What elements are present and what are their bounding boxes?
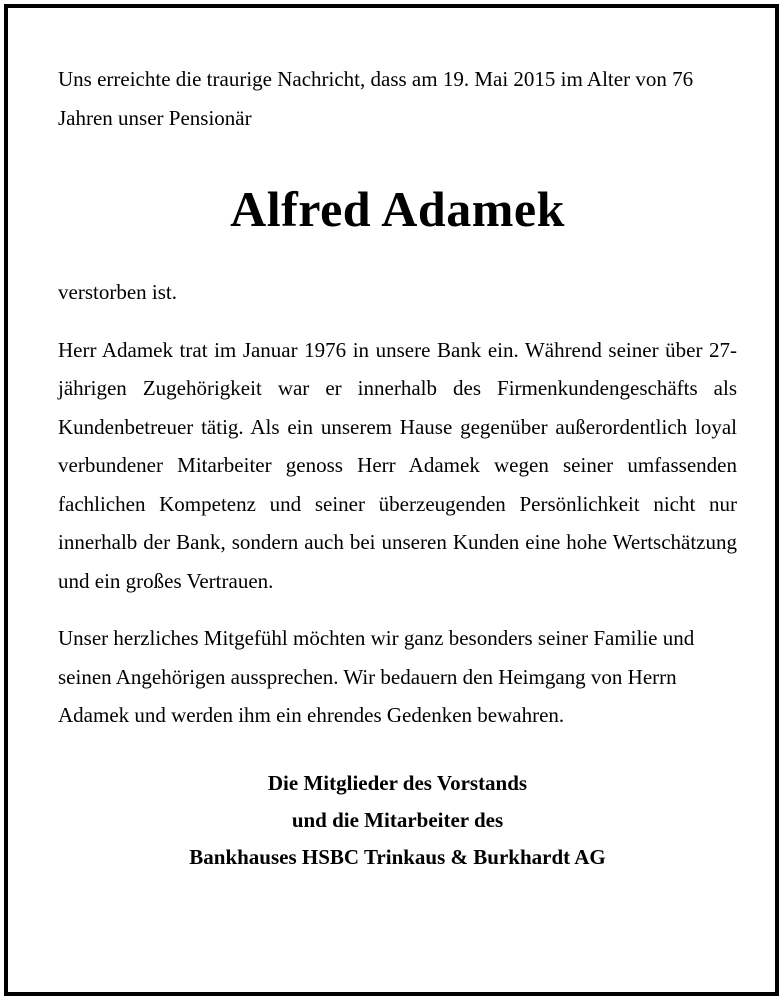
obituary-frame [4,4,779,996]
deceased-line: verstorben ist. [58,280,177,304]
career-paragraph: Herr Adamek trat im Januar 1976 in unsere Bank ein. Während seiner über 27-jährigen Zugehörigkeit war er innerhalb des Firmenkundengeschäfts als Kundenbetreuer tätig. Als ein unserem Hause gegenüber außerordentlich loyal verbundener Mitarbeiter genoss Herr Adamek wegen seiner umfassenden fachlichen Kompetenz und seiner überzeugenden Persönlichkeit nicht nur innerhalb der Bank, sondern auch bei unseren Kunden eine hohe Wertschätzung und ein großes Vertrauen. [58,337,737,593]
intro-text: Uns erreichte die traurige Nachricht, dass am 19. Mai 2015 im Alter von 76 Jahren unser Pensionär [58,67,694,130]
condolence-paragraph: Unser herzliches Mitgefühl möchten wir ganz besonders seiner Familie und seinen Angehörigen aussprechen. Wir bedauern den Heimgang von Herrn Adamek und werden ihm ein ehrendes Gedenken bewahren. [58,626,695,727]
signature-line-staff: und die Mitarbeiter des [291,807,504,832]
signature-block [58,765,737,876]
obituary-content [58,60,737,876]
deceased-name: Alfred Adamek [230,181,565,237]
signature-line-bank: Bankhauses HSBC Trinkaus & Burkhardt AG [189,844,606,869]
signature-line-board: Die Mitglieder des Vorstands [267,770,528,795]
